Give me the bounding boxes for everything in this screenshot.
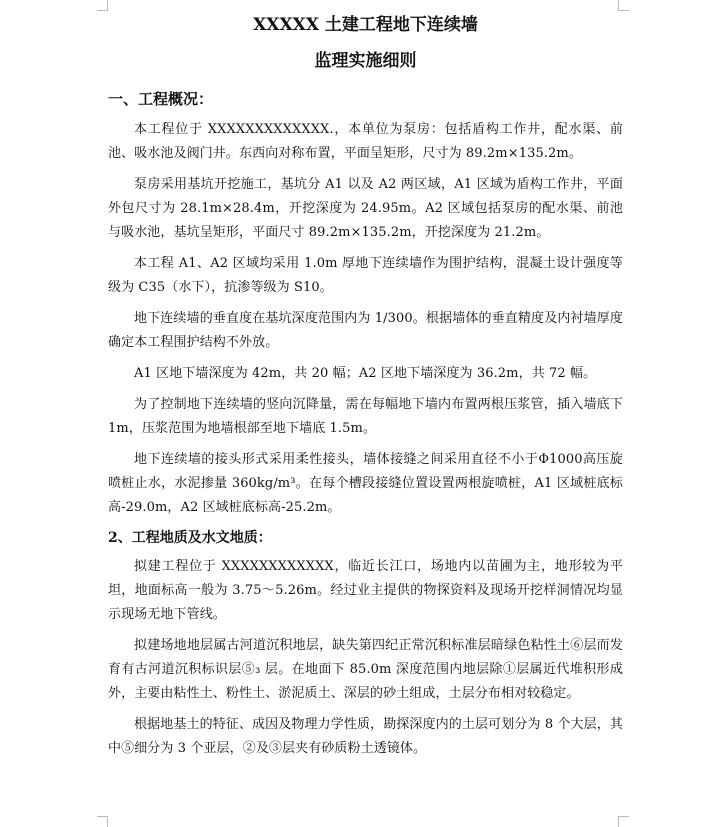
page-corner-mark <box>618 816 629 827</box>
section-heading-overview: 一、工程概况： <box>108 90 214 108</box>
paragraph: 拟建工程位于 XXXXXXXXXXXX，临近长江口，场地内以苗圃为主，地形较为平坦，地面标高一般为 3.75～5.26m。经过业主提供的物探资料及现场开挖样洞情况均显示现场无地下管线。 <box>108 559 623 622</box>
paragraph: 泵房采用基坑开挖施工，基坑分 A1 以及 A2 两区域，A1 区域为盾构工作井，平面外包尺寸为 28.1m×28.4m，开挖深度为 24.95m。A2 区域包括泵房的配水渠、前池与吸水池，基坑呈矩形，平面尺寸 89.2m×135.2m，开挖深度为 21.2m。 <box>108 177 623 240</box>
document-title: XXXXX 土建工程地下连续墙 <box>253 15 478 35</box>
paragraph: A1 区地下墙深度为 42m，共 20 幅；A2 区地下墙深度为 36.2m，共 72 幅。 <box>134 366 597 381</box>
page-corner-mark <box>618 0 629 11</box>
page-corner-mark <box>97 816 108 827</box>
paragraph: 本工程 A1、A2 区域均采用 1.0m 厚地下连续墙作为围护结构，混凝土设计强度等级为 C35（水下），抗渗等级为 S10。 <box>108 256 623 295</box>
document-subtitle: 监理实施细则 <box>314 51 417 71</box>
page-corner-mark <box>97 0 108 11</box>
section-heading-geology: 2、工程地质及水文地质： <box>108 530 272 546</box>
document-page <box>108 12 623 768</box>
paragraph: 根据地基土的特征、成因及物理力学性质，勘探深度内的土层可划分为 8 个大层，其中⑤细分为 3 个亚层，②及③层夹有砂质粉土透镜体。 <box>108 717 623 756</box>
paragraph: 本工程位于 XXXXXXXXXXXXX.，本单位为泵房：包括盾构工作井，配水渠、前池、吸水池及阀门井。东西向对称布置，平面呈矩形，尺寸为 89.2m×135.2m。 <box>108 122 623 161</box>
paragraph: 为了控制地下连续墙的竖向沉降量，需在每幅地下墙内布置两根压浆管，插入墙底下 1m，压浆范围为地墙根部至地下墙底 1.5m。 <box>108 397 623 436</box>
paragraph: 拟建场地地层属古河道沉积地层，缺失第四纪正常沉积标准层暗绿色粘性土⑥层而发育有古河道沉积标识层⑤₃ 层。在地面下 85.0m 深度范围内地层除①层属近代堆积形成外，主要由粘性土、粉性土、淤泥质土、深层的砂土组成，土层分布相对较稳定。 <box>108 638 623 701</box>
paragraph: 地下连续墙的垂直度在基坑深度范围内为 1/300。根据墙体的垂直精度及内衬墙厚度确定本工程围护结构不外放。 <box>108 311 623 350</box>
paragraph: 地下连续墙的接头形式采用柔性接头，墙体接缝之间采用直径不小于Φ1000高压旋喷桩止水，水泥掺量 360kg/m³。在每个槽段接缝位置设置两根旋喷桩，A1 区域桩底标高-29.0m，A2 区域桩底标高-25.2m。 <box>108 452 623 515</box>
